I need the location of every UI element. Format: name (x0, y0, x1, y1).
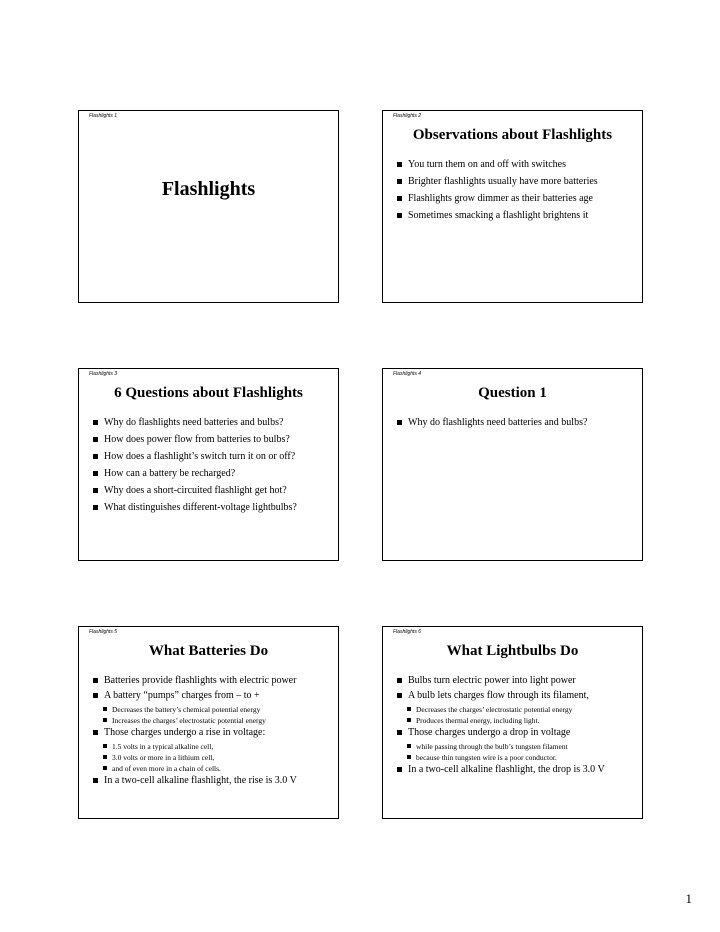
sub-list-item: 3.0 volts or more in a lithium cell, (93, 753, 332, 762)
slide-title: Observations about Flashlights (412, 127, 613, 143)
slide-title: What Lightbulbs Do (446, 643, 579, 659)
slide-label: Flashlights 1 (89, 113, 118, 119)
list-item: Why do flashlights need batteries and bulbs? (93, 417, 332, 429)
slide-5 (78, 626, 339, 819)
slide-title: 6 Questions about Flashlights (114, 385, 303, 401)
slide-label: Flashlights 2 (393, 113, 422, 119)
sub-list-item: Decreases the charges’ electrostatic potential energy (397, 705, 636, 714)
list-item: Brighter flashlights usually have more batteries (397, 176, 636, 188)
slide-label: Flashlights 4 (393, 371, 422, 377)
slide-title: Flashlights (161, 178, 256, 200)
list-item: Batteries provide flashlights with electric power (93, 675, 332, 687)
sub-list-item: and of even more in a chain of cells. (93, 764, 332, 773)
list-item: How does a flashlight’s switch turn it on or off? (93, 451, 332, 463)
list-item: Why do flashlights need batteries and bulbs? (397, 417, 636, 429)
page-number: 1 (685, 891, 692, 906)
sub-list-item: because thin tungsten wire is a poor conductor. (397, 753, 636, 762)
slide-label: Flashlights 3 (89, 371, 118, 377)
list-item: Flashlights grow dimmer as their batteries age (397, 193, 636, 205)
slide-title: Question 1 (478, 385, 547, 401)
list-item: How does power flow from batteries to bulbs? (93, 434, 332, 446)
list-item: How can a battery be recharged? (93, 468, 332, 480)
list-item: A bulb lets charges flow through its filament, (397, 690, 636, 702)
slide-1 (78, 110, 339, 303)
slide-label: Flashlights 5 (89, 629, 118, 635)
bullet-list (397, 159, 636, 227)
list-item: You turn them on and off with switches (397, 159, 636, 171)
slide-title: What Batteries Do (148, 643, 269, 659)
list-item: Why does a short-circuited flashlight get hot? (93, 485, 332, 497)
slide-4 (382, 368, 643, 561)
list-item: Bulbs turn electric power into light power (397, 675, 636, 687)
slide-6 (382, 626, 643, 819)
list-item: Sometimes smacking a flashlight brightens it (397, 210, 636, 222)
bullet-list (397, 675, 636, 779)
list-item: Those charges undergo a drop in voltage (397, 727, 636, 739)
slide-2 (382, 110, 643, 303)
list-item: In a two-cell alkaline flashlight, the drop is 3.0 V (397, 764, 636, 776)
list-item: What distinguishes different-voltage lightbulbs? (93, 502, 332, 514)
list-item: In a two-cell alkaline flashlight, the rise is 3.0 V (93, 775, 332, 787)
list-item: Those charges undergo a rise in voltage: (93, 727, 332, 739)
list-item: A battery “pumps” charges from – to + (93, 690, 332, 702)
slide-3 (78, 368, 339, 561)
bullet-list (93, 417, 332, 519)
slide-label: Flashlights 6 (393, 629, 422, 635)
sub-list-item: while passing through the bulb’s tungsten filament (397, 742, 636, 751)
sub-list-item: Increases the charges’ electrostatic potential energy (93, 716, 332, 725)
sub-list-item: Decreases the battery’s chemical potential energy (93, 705, 332, 714)
sub-list-item: Produces thermal energy, including light. (397, 716, 636, 725)
bullet-list (93, 675, 332, 790)
bullet-list (397, 417, 636, 434)
sub-list-item: 1.5 volts in a typical alkaline cell, (93, 742, 332, 751)
